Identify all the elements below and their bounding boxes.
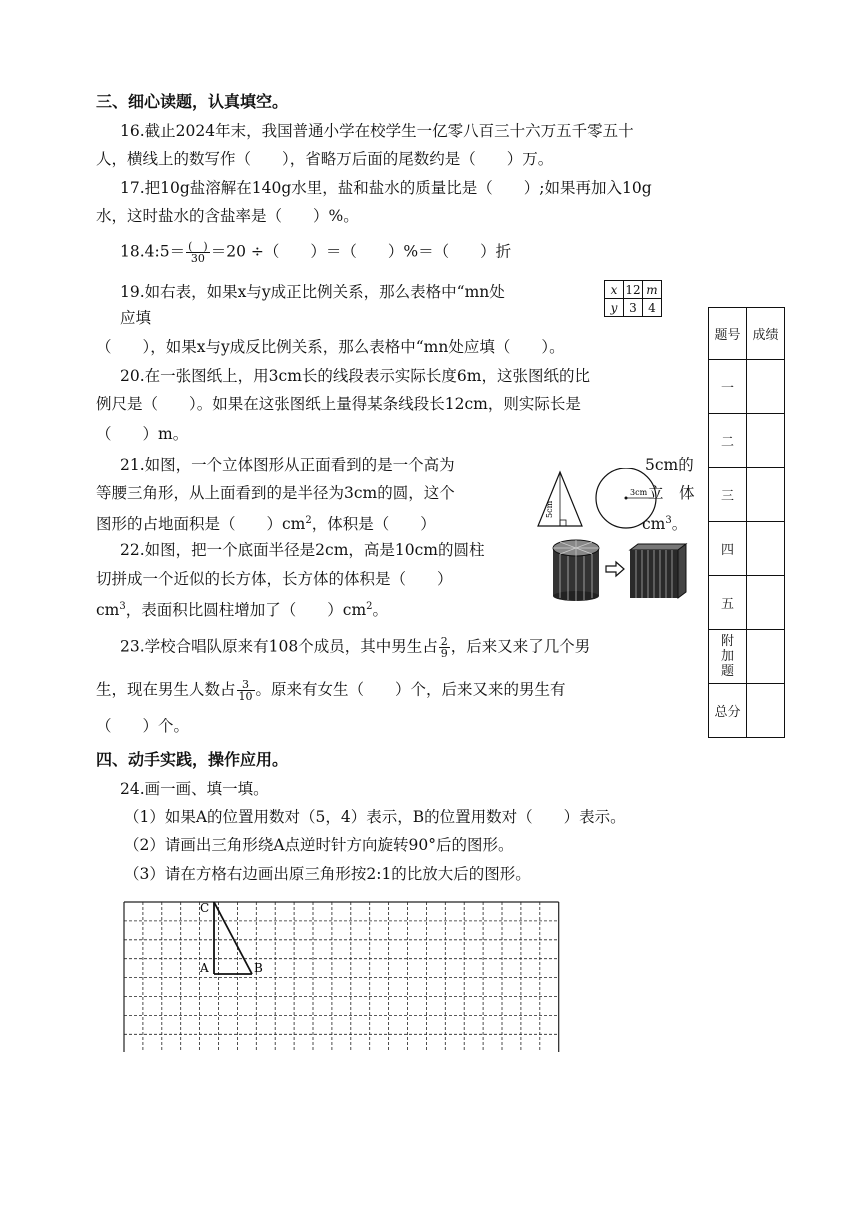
score-row: 五 xyxy=(709,576,785,630)
xy-row-y: y 3 4 xyxy=(605,299,662,317)
section4-heading: 四、动手实践，操作应用。 xyxy=(96,750,289,769)
q24-part1: （1）如果A的位置用数对（5，4）表示，B的位置用数对（ ）表示。 xyxy=(124,808,626,826)
q21-figure xyxy=(530,468,680,532)
q23-line1: 23.学校合唱队原来有108个成员，其中男生占 $\frac{2}{9}$ ，后来又来了几个男 xyxy=(120,635,591,660)
q22-line3: $cm^3$，表面积比圆柱增加了（ ）$cm^2$。 xyxy=(96,601,389,620)
q21-line2b: 立 体 xyxy=(648,484,695,502)
q21-line1a: 21.如图，一个立体图形从正面看到的是一个高为 xyxy=(120,456,455,474)
section3-heading: 三、细心读题，认真填空。 xyxy=(96,92,289,111)
score-cell[interactable] xyxy=(747,468,785,522)
fig-height-label: 5cm xyxy=(545,500,554,518)
q18-prefix: 18.4:5＝ xyxy=(120,242,186,261)
header-score: 成绩 xyxy=(747,308,785,360)
q21-line3: 图形的占地面积是（ ）$cm^2$，体积是（ ） xyxy=(96,515,436,534)
q24-part3: （3）请在方格右边画出原三角形按2:1的比放大后的图形。 xyxy=(124,865,531,883)
q18-suffix: ＝20 ÷（ ）＝（ ）%＝（ ）折 xyxy=(210,242,512,261)
score-table xyxy=(708,307,785,738)
right-angle-mark xyxy=(560,520,566,526)
score-row: 附加题 xyxy=(709,630,785,684)
q23-line3: （ ）个。 xyxy=(96,717,190,735)
grid-lines xyxy=(124,902,559,1052)
q21-line1b: 5cm的 xyxy=(645,456,694,474)
q17-line2: 水，这时盐水的含盐率是（ ）%。 xyxy=(96,207,359,225)
square-grid[interactable] xyxy=(120,896,566,1052)
score-cell[interactable] xyxy=(747,630,785,684)
point-c-label: C xyxy=(200,901,210,915)
score-cell[interactable] xyxy=(747,684,785,738)
q19-line2: 应填 xyxy=(120,309,152,327)
q24-title: 24.画一画、填一填。 xyxy=(120,780,269,798)
q23-fraction2: $\frac{3}{10}$ xyxy=(238,678,253,703)
xy-table xyxy=(604,280,662,317)
q18-fraction: $\frac{( )}{30}$ xyxy=(188,240,208,265)
score-row: 四 xyxy=(709,522,785,576)
fig-radius-label: 3cm xyxy=(630,488,648,497)
q23-fraction1: $\frac{2}{9}$ xyxy=(440,635,448,660)
q17-line1: 17.把10g盐溶解在140g水里，盐和盐水的质量比是（ ）;如果再加入10g xyxy=(120,179,652,197)
q20-line2: 例尺是（ ）。如果在这张图纸上量得某条线段长12cm，则实际长是 xyxy=(96,395,581,413)
q22-figure xyxy=(550,536,690,602)
q24-part2: （2）请画出三角形绕A点逆时针方向旋转90°后的图形。 xyxy=(124,836,514,854)
score-row: 一 xyxy=(709,360,785,414)
point-a-label: A xyxy=(200,961,209,975)
cuboid-side xyxy=(678,544,686,598)
q16-line2: 人，横线上的数写作（ ），省略万后面的尾数约是（ ）万。 xyxy=(96,150,554,168)
q22-line1: 22.如图，把一个底面半径是2cm，高是10cm的圆柱 xyxy=(120,541,485,559)
q19-line3: （ ），如果x与y成反比例关系，那么表格中“mn处应填（ ）。 xyxy=(96,338,565,356)
q19-line1: 19.如右表，如果x与y成正比例关系，那么表格中“mn处 xyxy=(120,283,505,301)
score-header-row xyxy=(709,308,785,360)
cuboid-top xyxy=(630,544,686,550)
score-cell[interactable] xyxy=(747,522,785,576)
score-row: 三 xyxy=(709,468,785,522)
score-row-total: 总分 xyxy=(709,684,785,738)
q18-line xyxy=(120,241,511,264)
score-cell[interactable] xyxy=(747,414,785,468)
q23-line2: 生，现在男生人数占 $\frac{3}{10}$ 。原来有女生（ ）个，后来又来的男生有 xyxy=(96,678,566,703)
q21-line2a: 等腰三角形，从上面看到的是半径为3cm的圆，这个 xyxy=(96,484,455,502)
xy-row-x: x 12 m xyxy=(605,281,662,299)
q20-line3: （ ）m。 xyxy=(96,425,189,443)
q21-line3-unit: $cm^3$。 xyxy=(642,515,688,534)
q16-line1: 16.截止2024年末，我国普通小学在校学生一亿零八百三十六万五千零五十 xyxy=(120,122,634,140)
score-cell[interactable] xyxy=(747,576,785,630)
arrow-icon xyxy=(606,562,624,576)
score-cell[interactable] xyxy=(747,360,785,414)
q22-line2: 切拼成一个近似的长方体，长方体的体积是（ ） xyxy=(96,570,453,588)
q20-line1: 20.在一张图纸上，用3cm长的线段表示实际长度6m，这张图纸的比 xyxy=(120,367,590,385)
header-question-no: 题号 xyxy=(709,308,747,360)
triangle-side-bc xyxy=(214,902,252,974)
score-row: 二 xyxy=(709,414,785,468)
point-b-label: B xyxy=(254,961,263,975)
